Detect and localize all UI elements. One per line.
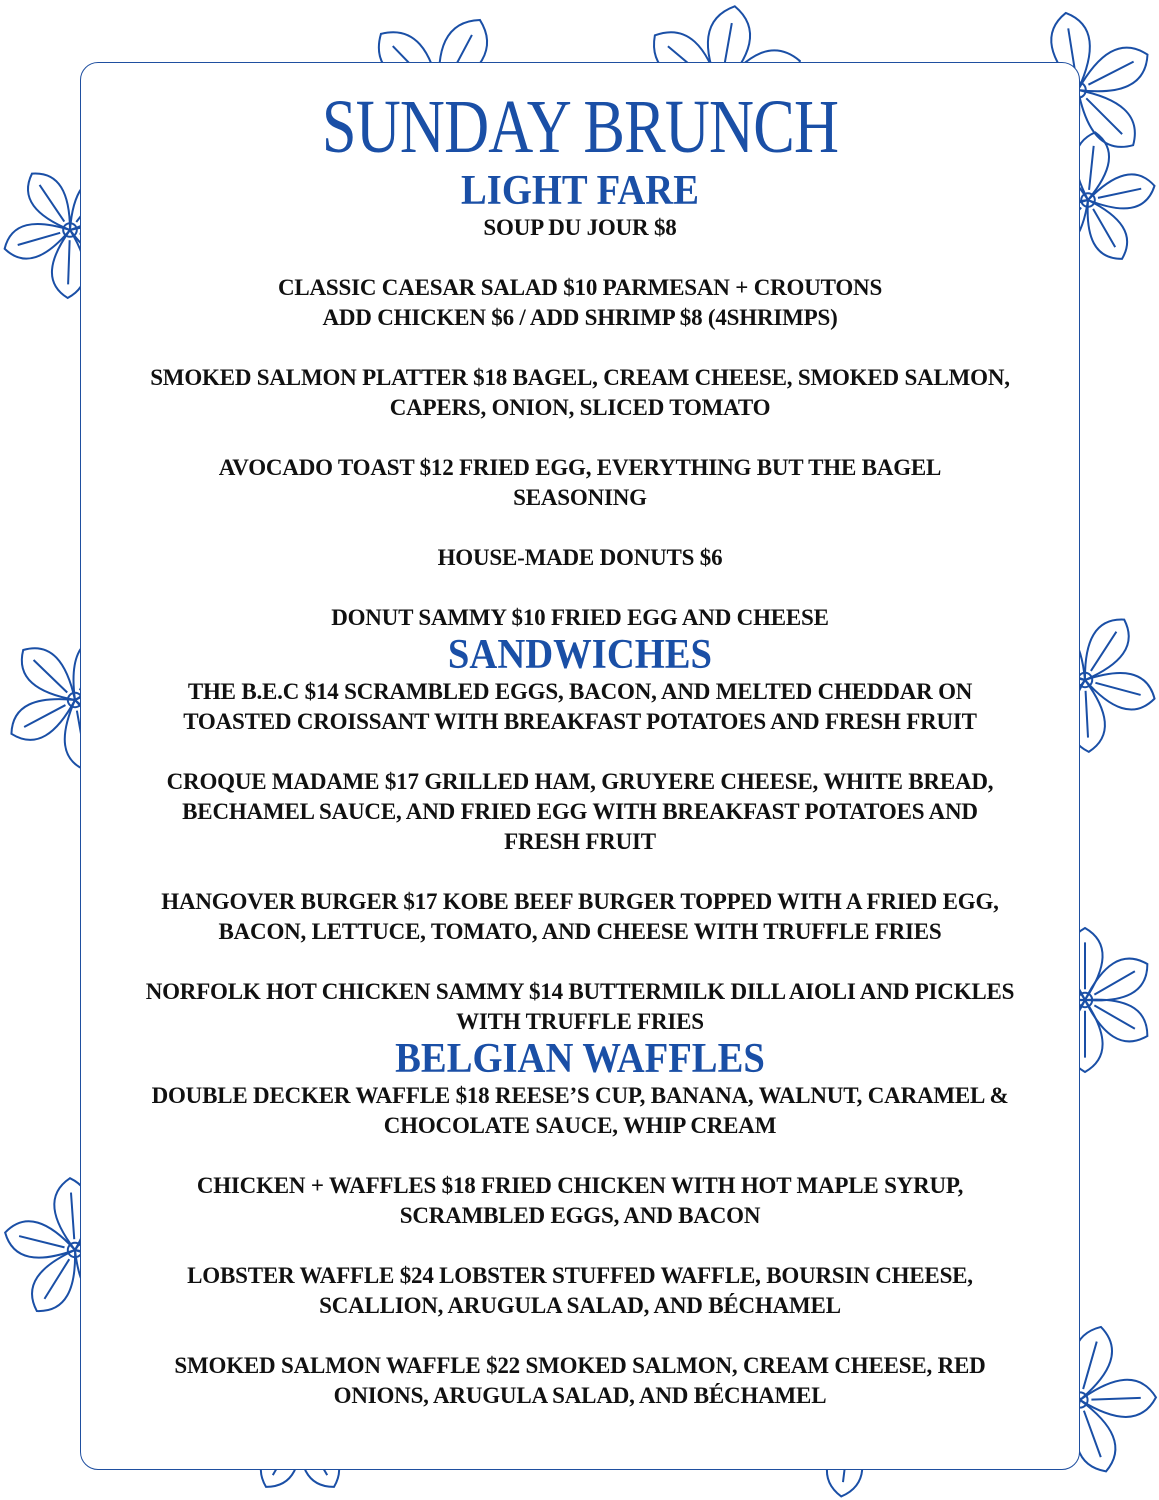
menu-panel [80,62,1080,1470]
menu-item [81,677,1079,737]
menu-item-line: FRESH FRUIT [504,829,656,854]
menu-item-line: SMOKED SALMON PLATTER $18 BAGEL, CREAM CHEESE, SMOKED SALMON, [150,365,1010,390]
menu-item [81,977,1079,1037]
section-heading: BELGIAN WAFFLES [395,1036,765,1082]
menu-item-line: ONIONS, ARUGULA SALAD, AND BÉCHAMEL [333,1383,827,1408]
menu-item-line: CAPERS, ONION, SLICED TOMATO [389,395,771,420]
menu-item-line: TOASTED CROISSANT WITH BREAKFAST POTATOES AND FRESH FRUIT [183,709,977,734]
menu-item-line: SEASONING [513,485,647,510]
menu-item-line: ADD CHICKEN $6 / ADD SHRIMP $8 (4SHRIMPS) [322,305,838,330]
menu-item-line: CROQUE MADAME $17 GRILLED HAM, GRUYERE CHEESE, WHITE BREAD, [166,769,994,794]
menu-item [81,767,1079,857]
menu-item [81,1081,1079,1141]
menu-item [81,887,1079,947]
menu-item-line: CLASSIC CAESAR SALAD $10 PARMESAN + CROUTONS [277,275,883,300]
menu-item-line: CHOCOLATE SAUCE, WHIP CREAM [383,1113,777,1138]
menu-item [81,273,1079,333]
menu-item-line: HOUSE-MADE DONUTS $6 [437,545,723,570]
menu-item-line: CHICKEN + WAFFLES $18 FRIED CHICKEN WITH HOT MAPLE SYRUP, [196,1173,964,1198]
menu-item-line: AVOCADO TOAST $12 FRIED EGG, EVERYTHING BUT THE BAGEL [218,455,942,480]
menu-item-line: BECHAMEL SAUCE, AND FRIED EGG WITH BREAKFAST POTATOES AND [182,799,978,824]
menu-item [81,543,1079,573]
page-title: SUNDAY BRUNCH [321,85,839,169]
menu-item-line: THE B.E.C $14 SCRAMBLED EGGS, BACON, AND MELTED CHEDDAR ON [187,679,973,704]
menu-item [81,1171,1079,1231]
menu-item-line: LOBSTER WAFFLE $24 LOBSTER STUFFED WAFFLE, BOURSIN CHEESE, [187,1263,973,1288]
menu-item [81,1261,1079,1321]
menu-item [81,453,1079,513]
menu-item [81,1351,1079,1411]
menu-item-line: SMOKED SALMON WAFFLE $22 SMOKED SALMON, CREAM CHEESE, RED [174,1353,986,1378]
menu-item-line: SCALLION, ARUGULA SALAD, AND BÉCHAMEL [319,1293,841,1318]
menu-item [81,213,1079,243]
section-heading: SANDWICHES [447,632,713,678]
menu-item-line: SCRAMBLED EGGS, AND BACON [399,1203,761,1228]
menu-item-line: BACON, LETTUCE, TOMATO, AND CHEESE WITH TRUFFLE FRIES [218,919,942,944]
menu-item [81,363,1079,423]
menu-item-line: WITH TRUFFLE FRIES [456,1009,704,1034]
menu-item-line: DONUT SAMMY $10 FRIED EGG AND CHEESE [331,605,829,630]
menu-item-line: SOUP DU JOUR $8 [483,215,677,240]
section-heading: LIGHT FARE [461,168,699,214]
menu-item-line: HANGOVER BURGER $17 KOBE BEEF BURGER TOPPED WITH A FRIED EGG, [161,889,999,914]
menu-item-line: DOUBLE DECKER WAFFLE $18 REESE’S CUP, BANANA, WALNUT, CARAMEL & [151,1083,1009,1108]
menu-item-line: NORFOLK HOT CHICKEN SAMMY $14 BUTTERMILK DILL AIOLI AND PICKLES [145,979,1015,1004]
menu-item [81,603,1079,633]
menu-sections [81,169,1079,1411]
